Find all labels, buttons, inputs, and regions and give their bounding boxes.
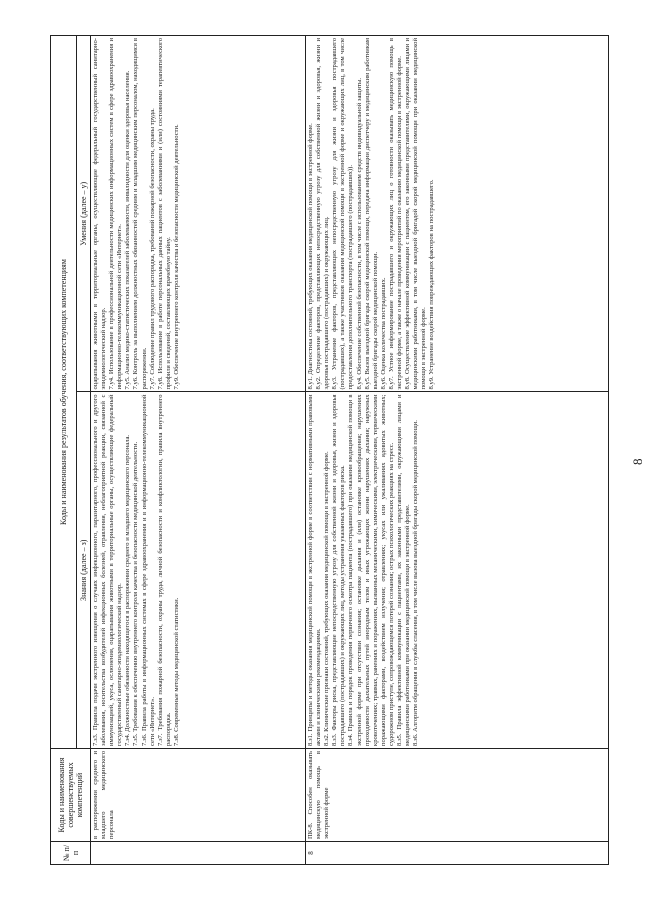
skill-item: 8.у6. Оценка количества пострадавших. xyxy=(379,277,387,390)
knowledge-item: 7.з3. Правила подачи экстренного извещения о случаях инфекционного, паразитарного, профессионального и другого заболевания, носительства возбудителей инфекционных болезней, отравления, неблагоприятной реакции, связанной с иммунизацией, укуса, ослюнения, оцарапывания животными в территориальные органы, осуществляющие федеральный государственный санитарно-эпидемиологический надзор. xyxy=(92,394,124,746)
competency-cell xyxy=(91,749,306,842)
row-number: 8 xyxy=(306,842,609,865)
row-number xyxy=(91,842,306,865)
knowledge-item: 8.з2. Клинические признаки состояний, требующих оказания медицинской помощи в экстренной форме. xyxy=(323,451,331,746)
skills-cell xyxy=(91,36,306,393)
skill-item: 7.у4. Использование в профессиональной деятельности медицинских информационных систем в сфере здравоохранения и информационно-телекоммуникационной сети «Интернет». xyxy=(108,38,124,390)
competency-text: ПК-8. Способен оказывать медицинскую помощь в экстренной форме xyxy=(307,751,331,839)
knowledge-item: 7.з6. Правила работы в информационных системах в сфере здравоохранения и в информационно-телекоммуникационной сети «Интернет». xyxy=(140,394,156,746)
knowledge-item: 7.з8. Современные методы медицинской статистики. xyxy=(172,597,180,746)
header-skills: Умения (далее – у) xyxy=(77,36,91,393)
knowledge-item: 8.з4. Правила и порядок проведения первичного осмотра пациента (пострадавшего) при оказании медицинской помощи в экстренной форме при отсутствии сознания; остановке дыхания и (или) остановке кровообращения; нарушениях проходимости дыхательных путей инородным телом и иных угрожающих жизни нарушениях дыхания; наружных кровотечениях; травмах, ранениях и поражениях, вызванных механическими, химическими, электрическими, термическими поражающими факторами, воздействием излучения; отравлениях; укусах или ужаливаниях ядовитых животных; судорожном приступе, сопровождающемся потерей сознания; острых психологических реакциях на стресс. xyxy=(347,394,395,746)
skill-item: 7.у9. Обеспечение внутреннего контроля качества и безопасности медицинской деятельности. xyxy=(172,124,180,390)
table-row xyxy=(91,36,306,865)
knowledge-cell xyxy=(91,392,306,749)
skill-item: 8.у8. Осуществление эффективной коммуникации с пациентом, его законными представителями, окружающими лицами и медицинскими работниками, в том числе выездной бригадой скорой медицинской помощи при оказании медицинской помощи в экстренной форме. xyxy=(404,38,428,390)
table-row xyxy=(306,36,609,865)
skill-item: 8.у1. Диагностика состояний, требующих оказания медицинской помощи в экстренной форме. xyxy=(307,123,314,390)
page-number: 8 xyxy=(630,458,645,465)
knowledge-cell xyxy=(306,392,609,749)
knowledge-item: 7.з5. Требования к обеспечению внутреннего контроля качества и безопасности медицинской деятельности. xyxy=(132,441,140,746)
skills-cell xyxy=(306,36,609,393)
skill-item: оцарапывания животными в территориальные органы, осуществляющие федеральный государственный санитарно-эпидемиологический надзор. xyxy=(92,38,108,390)
skill-item: 8.у2. Определение факторов, представляющих непосредственную угрозу для собственной жизни и здоровья, жизни и здоровья пострадавшего (пострадавших) и окружающих лиц. xyxy=(315,38,331,390)
competency-text: в распоряжении среднего и младшего медицинского персонала xyxy=(92,751,116,839)
skill-item: 8.у3. Устранение факторов, представляющих непосредственную угрозу для жизни и здоровья пострадавшего (пострадавших), а также участников оказания медицинской помощи в экстренной форме и окружающих лиц, в том числе предоставления дополнительного транспорта (пострадавшего (пострадавших)). xyxy=(331,38,355,390)
knowledge-item: 8.з6. Алгоритм обращения в службы спасения, в том числе вызова выездной бригады скорой медицинской помощи. xyxy=(412,420,420,746)
knowledge-item: 7.з4. Должностные обязанности находящегося в распоряжении среднего и младшего медицинского персонала. xyxy=(124,434,132,746)
header-number: № п/п xyxy=(51,842,91,865)
skill-item: 8.у7. Устное информирование пострадавшего и окружающих лиц о готовности оказывать медицинскую помощь в экстренной форме, а также о начале проведения мероприятий по оказанию медицинской помощи в экстренной форме. xyxy=(387,38,404,390)
knowledge-item: 8.з5. Правила эффективной коммуникации с пациентами, их законными представителями, окружающими лицами и медицинскими работниками при оказании медицинской помощи в экстренной форме. xyxy=(396,394,412,746)
skill-item: 8.у9. Устранение воздействия повреждающих факторов на пострадавшего. xyxy=(428,179,436,390)
skill-item: 7.у5. Анализ медико-статистических показателей заболеваемости, инвалидности для оценки здоровья населения. xyxy=(124,70,132,390)
header-knowledge: Знания (далее – з) xyxy=(77,392,91,749)
skill-item: 7.у7. Соблюдение правил трудового распорядка, требований пожарной безопасности, охраны труда. xyxy=(148,108,156,390)
competency-table xyxy=(50,35,609,865)
knowledge-item: 7.з7. Требования пожарной безопасности, охраны труда, личной безопасности и конфликтологии, правила внутреннего распорядка. xyxy=(156,394,172,746)
header-results: Коды и наименования результатов обучения, соответствующих компетенциям xyxy=(51,36,77,749)
knowledge-item: 8.з1. Принципы и методы оказания медицинской помощи в экстренной форме в соответствии с нормативными правовыми актами и клиническими рекомендациями. xyxy=(307,394,323,746)
skill-item: 7.у8. Использование в работе персональных данных пациентов с заболеваниями и (или) состояниями терапевтического профиля и сведений, составляющих врачебную тайну. xyxy=(156,38,172,390)
knowledge-item: 8.з3. Факторы риска, представляющие непосредственную угрозу для собственной жизни и здоровья, жизни и здоровья пострадавшего (пострадавших) и окружающих лиц, методы устранения указанных факторов риска. xyxy=(331,394,347,746)
header-competency: Коды и наименования совершенствуемых компетенций xyxy=(51,749,91,842)
competency-cell xyxy=(306,749,609,842)
skill-item: 8.у5. Вызов выездной бригады скорой медицинской помощи, передача информации диспетчеру и медицинским работникам выездной бригады скорой медицинской помощи. xyxy=(363,38,379,390)
skill-item: 8.у4. Обеспечение собственной безопасности, в том числе с использованием средств индивидуальной защиты. xyxy=(355,77,363,390)
skill-item: 7.у6. Контроль за выполнением должностных обязанностей средним и младшим медицинским персоналом, находящимся в распоряжении. xyxy=(132,38,148,390)
